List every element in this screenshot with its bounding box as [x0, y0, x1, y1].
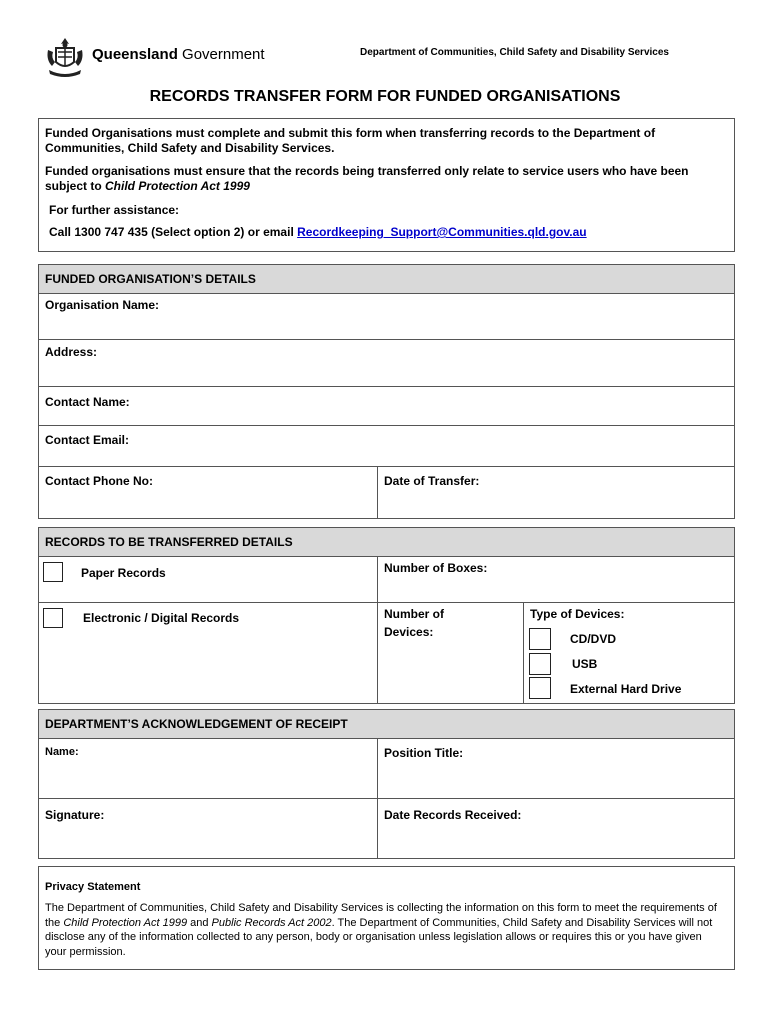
intro-para-2-act: Child Protection Act 1999: [105, 179, 250, 193]
number-of-devices-line-2: Devices:: [384, 625, 434, 639]
org-details-section: [38, 264, 735, 519]
privacy-act-1: Child Protection Act 1999: [63, 916, 188, 929]
intro-box: [38, 118, 735, 252]
electronic-records-label: Electronic / Digital Records: [83, 611, 240, 625]
acknowledgement-section: [38, 709, 735, 859]
privacy-statement-box: [38, 866, 735, 970]
type-of-devices-label: Type of Devices:: [530, 607, 625, 621]
contact-name-label: Contact Name:: [45, 395, 130, 409]
coat-of-arms-icon: [44, 36, 86, 80]
signature-label: Signature:: [45, 808, 105, 822]
privacy-act-2: Public Records Act 2002: [211, 916, 332, 929]
number-of-devices-label: [384, 607, 444, 639]
privacy-text-2: and: [187, 916, 212, 929]
privacy-body: [45, 901, 724, 959]
date-of-transfer-label: Date of Transfer:: [384, 474, 480, 488]
call-text: Call 1300 747 435 (Select option 2) or email: [49, 225, 298, 239]
cd-dvd-label: CD/DVD: [570, 632, 617, 646]
position-title-label: Position Title:: [384, 746, 464, 760]
number-of-boxes-label: Number of Boxes:: [384, 561, 488, 575]
intro-para-2: [45, 164, 728, 194]
cd-dvd-checkbox[interactable]: [529, 628, 551, 650]
paper-records-label: Paper Records: [81, 566, 166, 580]
records-heading: RECORDS TO BE TRANSFERRED DETAILS: [39, 528, 734, 557]
logo-wordmark-bold: Queensland: [92, 46, 178, 63]
external-hard-drive-checkbox[interactable]: [529, 677, 551, 699]
ack-name-label: Name:: [45, 746, 79, 758]
intro-para-2-text: Funded organisations must ensure that the records being transferred only relate to service users who have been subject to: [45, 164, 689, 193]
logo-wordmark: [92, 46, 265, 63]
number-of-devices-line-1: Number of: [384, 607, 444, 621]
privacy-text-3: . The Department of Communities, Child Safety and Disability Services will not disclose any of the information collected to any person, body or organisation unless legislation allows or requires this or you have given your permission.: [45, 916, 713, 958]
queensland-government-logo: [44, 36, 284, 80]
electronic-records-checkbox[interactable]: [43, 608, 63, 628]
paper-records-checkbox[interactable]: [43, 562, 63, 582]
privacy-heading: Privacy Statement: [45, 881, 141, 893]
records-section: [38, 527, 735, 704]
form-title: RECORDS TRANSFER FORM FOR FUNDED ORGANISATIONS: [149, 88, 621, 105]
intro-para-1: Funded Organisations must complete and submit this form when transferring records to the Department of Communities, Child Safety and Disability Services.: [45, 126, 656, 155]
usb-label: USB: [572, 657, 598, 671]
org-details-heading: FUNDED ORGANISATION’S DETAILS: [39, 265, 734, 294]
acknowledgement-heading: DEPARTMENT’S ACKNOWLEDGEMENT OF RECEIPT: [39, 710, 734, 739]
logo-wordmark-light: Government: [182, 46, 265, 63]
support-email-link[interactable]: Recordkeeping_Support@Communities.qld.gov.au: [297, 225, 587, 239]
usb-checkbox[interactable]: [529, 653, 551, 675]
contact-phone-label: Contact Phone No:: [45, 474, 153, 488]
date-records-received-label: Date Records Received:: [384, 808, 522, 822]
contact-line: [49, 225, 728, 240]
privacy-text-1: The Department of Communities, Child Safety and Disability Services is collecting the information on this form to meet the requirements of the: [45, 902, 717, 929]
external-hard-drive-label: External Hard Drive: [570, 682, 682, 696]
address-label: Address:: [45, 345, 98, 359]
department-header: Department of Communities, Child Safety and Disability Services: [360, 47, 669, 58]
assistance-label: For further assistance:: [49, 203, 180, 217]
contact-email-label: Contact Email:: [45, 433, 130, 447]
org-name-label: Organisation Name:: [45, 298, 160, 312]
